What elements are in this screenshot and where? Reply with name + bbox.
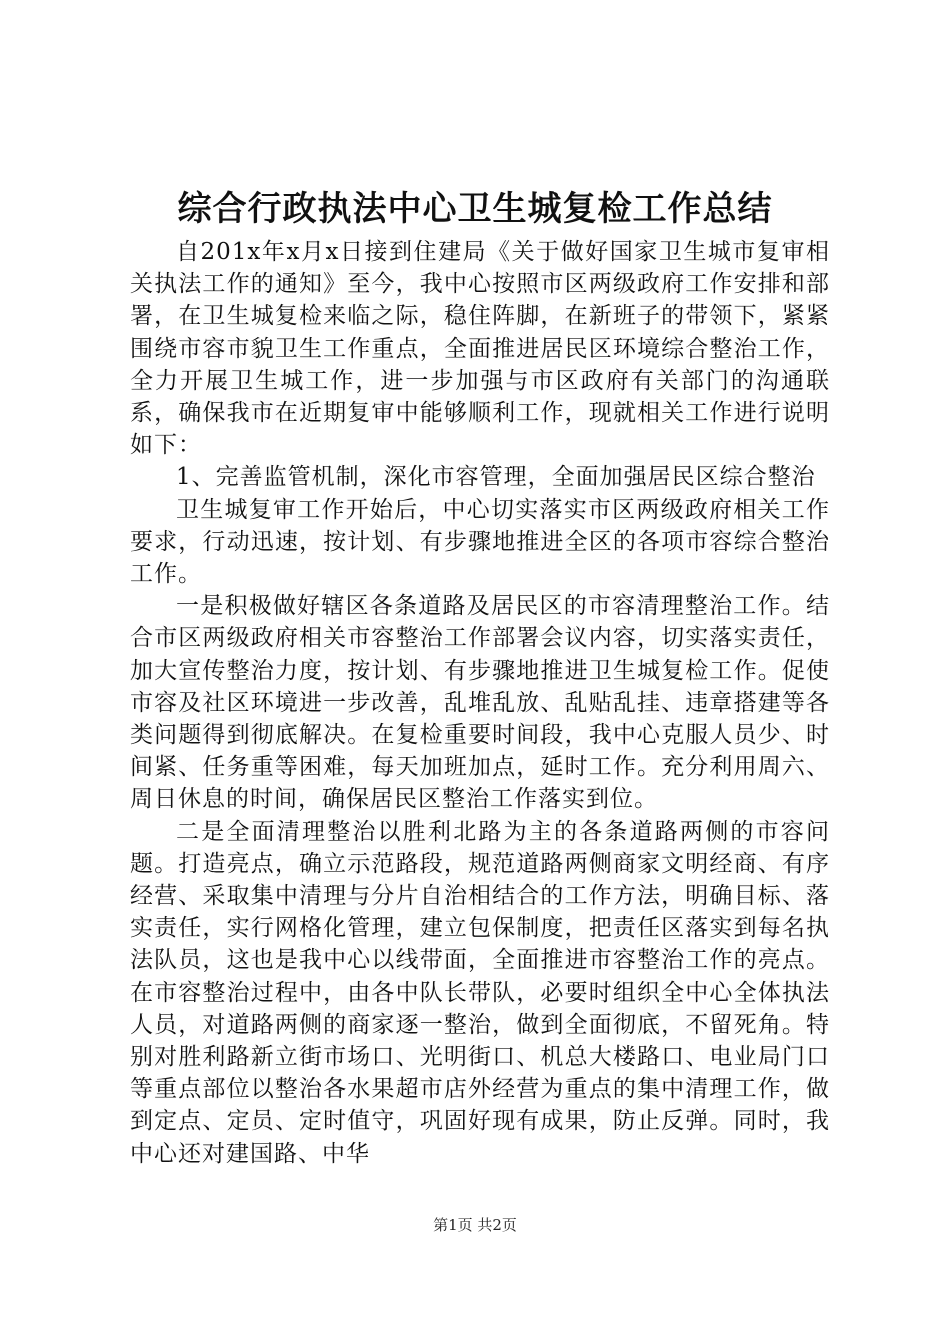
section-heading: 1、完善监管机制，深化市容管理，全面加强居民区综合整治 [176,464,816,491]
body-paragraph: 一是积极做好辖区各条道路及居民区的市容清理整治工作。结合市区两级政府相关市容整治工作部署会议内容，切实落实责任，加大宣传整治力度，按计划、有步骤地推进卫生城复检工作。促使市容及社区环境进一步改善，乱堆乱放、乱贴乱挂、违章搭建等各类问题得到彻底解决。在复检重要时间段，我中心克服人员少、时间紧、任务重等困难，每天加班加点，延时工作。充分利用周六、周日休息的时间，确保居民区整治工作落实到位。 [130,593,830,813]
page-footer: 第1页 共2页 [433,1216,517,1234]
document-body [130,236,830,1170]
body-paragraph: 二是全面清理整治以胜利北路为主的各条道路两侧的市容问题。打造亮点，确立示范路段，规范道路两侧商家文明经商、有序经营、采取集中清理与分片自治相结合的工作方法，明确目标、落实责任，实行网格化管理，建立包保制度，把责任区落实到每名执法队员，这也是我中心以线带面，全面推进市容整治工作的亮点。在市容整治过程中，由各中队长带队，必要时组织全中心全体执法人员，对道路两侧的商家逐一整治，做到全面彻底，不留死角。特别对胜利路新立街市场口、光明街口、机总大楼路口、电业局门口等重点部位以整治各水果超市店外经营为重点的集中清理工作，做到定点、定员、定时值守，巩固好现有成果，防止反弹。同时，我中心还对建国路、中华 [130,818,830,1167]
body-paragraph: 卫生城复审工作开始后，中心切实落实市区两级政府相关工作要求，行动迅速，按计划、有步骤地推进全区的各项市容综合整治工作。 [130,496,830,588]
intro-paragraph: 自201x年x月x日接到住建局《关于做好国家卫生城市复审相关执法工作的通知》至今，我中心按照市区两级政府工作安排和部署，在卫生城复检来临之际，稳住阵脚，在新班子的带领下，紧紧围绕市容市貌卫生工作重点，全面推进居民区环境综合整治工作，全力开展卫生城工作，进一步加强与市区政府有关部门的沟通联系，确保我市在近期复审中能够顺利工作，现就相关工作进行说明如下： [130,239,830,459]
document-title: 综合行政执法中心卫生城复检工作总结 [177,189,773,229]
